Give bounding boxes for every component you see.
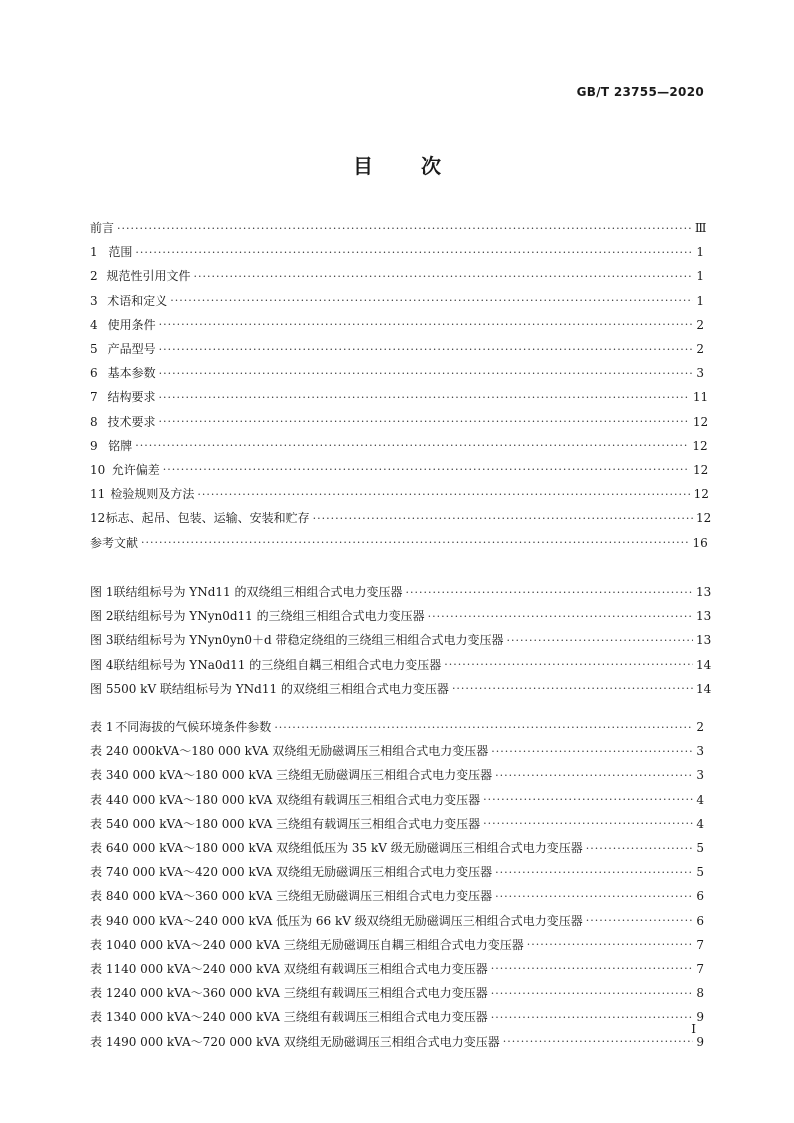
dot-leader	[483, 794, 693, 805]
toc-entry-label: 检验规则及方法	[110, 487, 195, 502]
toc-entry-number: 表 14	[90, 1034, 122, 1049]
toc-entry-label: 联结组标号为 YNyn0d11 的三绕组三相组合式电力变压器	[113, 609, 425, 624]
toc-figures	[90, 580, 712, 701]
toc-entry-page: 13	[696, 633, 712, 648]
toc-entry[interactable]	[90, 240, 704, 264]
dot-leader	[159, 368, 693, 379]
toc-entry[interactable]	[90, 739, 704, 763]
toc-entry-label: 40 000 kVA～180 000 kVA 双绕组低压为 35 kV 级无励磁调压三相组合式电力变压器	[113, 841, 583, 856]
toc-entry[interactable]	[90, 361, 704, 385]
toc-entry[interactable]	[90, 909, 704, 933]
toc-entry-page: 7	[696, 961, 704, 976]
toc-entry[interactable]	[90, 884, 704, 908]
toc-entry-label: 40 000 kVA～240 000 kVA 三绕组无励磁调压自耦三相组合式电力变压器	[121, 937, 524, 952]
toc-entry-number: 表 2	[90, 744, 114, 759]
dot-leader	[163, 464, 690, 475]
toc-entry[interactable]	[90, 264, 704, 288]
toc-entry-number: 图 1	[90, 585, 114, 600]
dot-leader	[491, 988, 693, 999]
toc-entry[interactable]	[90, 580, 712, 604]
toc-entry-number: 3	[90, 293, 98, 308]
toc-entry-number: 6	[90, 366, 98, 381]
dot-leader	[193, 271, 693, 282]
toc-entry[interactable]	[90, 482, 709, 506]
toc-entry[interactable]	[90, 715, 704, 739]
dot-leader	[483, 818, 693, 829]
toc-entry-label: 标志、起吊、包装、运输、安装和贮存	[105, 511, 310, 526]
toc-entry-page: 3	[696, 744, 704, 759]
toc-entry-number: 表 7	[90, 865, 114, 880]
toc-entry-number: 7	[90, 390, 98, 405]
dot-leader	[159, 416, 690, 427]
dot-leader	[170, 295, 693, 306]
toc-entry-page: 2	[696, 342, 704, 357]
toc-entry[interactable]	[90, 506, 712, 530]
dot-leader	[135, 247, 693, 258]
dot-leader	[405, 587, 693, 598]
toc-entry-page: 12	[692, 462, 709, 477]
toc-entry-number: 11	[90, 487, 106, 502]
toc-entry-label: 结构要求	[107, 390, 156, 405]
toc-entry[interactable]	[90, 957, 704, 981]
toc-entry-label: 规范性引用文件	[106, 269, 191, 284]
dot-leader	[444, 659, 693, 670]
toc-entry-label: 500 kV 联结组标号为 YNd11 的双绕组三相组合式电力变压器	[113, 681, 449, 696]
toc-entry[interactable]	[90, 289, 704, 313]
toc-entry[interactable]	[90, 385, 709, 409]
dot-leader	[491, 1012, 693, 1023]
dot-leader	[586, 915, 693, 926]
toc-entry-label: 40 000 kVA～240 000 kVA 双绕组有载调压三相组合式电力变压器	[121, 961, 488, 976]
dot-leader	[503, 1036, 693, 1047]
toc-entry-page: 12	[692, 438, 708, 453]
toc-entry-number: 9	[90, 438, 98, 453]
toc-entry-number: 12	[90, 511, 106, 526]
dot-leader	[495, 891, 693, 902]
toc-entry[interactable]	[90, 677, 712, 701]
toc-entry-number: 1	[90, 245, 98, 260]
standard-code: GB/T 23755—2020	[576, 85, 704, 99]
toc-entry-label: 40 000 kVA～360 000 kVA 三绕组有载调压三相组合式电力变压器	[121, 986, 488, 1001]
toc-entry[interactable]	[90, 530, 708, 554]
dot-leader	[495, 867, 693, 878]
toc-entry[interactable]	[90, 313, 704, 337]
toc-entry[interactable]	[90, 337, 704, 361]
toc-entry-page: 9	[696, 1034, 704, 1049]
toc-entry-number: 表 10	[90, 937, 122, 952]
toc-entry[interactable]	[90, 628, 712, 652]
dot-leader	[313, 513, 693, 524]
toc-entry-page: 6	[696, 913, 704, 928]
footer-page-number: I	[691, 1022, 696, 1036]
toc-entry[interactable]	[90, 410, 709, 434]
toc-entry[interactable]	[90, 763, 704, 787]
toc-entry[interactable]	[90, 788, 704, 812]
dot-leader	[491, 746, 693, 757]
dot-leader	[141, 537, 689, 548]
title-char-2: 次	[421, 154, 441, 178]
toc-entry-label: 90 000 kVA～720 000 kVA 双绕组无励磁调压三相组合式电力变压器	[121, 1034, 500, 1049]
toc-entry-number: 图 2	[90, 609, 114, 624]
toc-entry-page: 3	[696, 366, 704, 381]
toc-entry-page: 12	[696, 511, 712, 526]
toc-entry-page: 8	[696, 986, 704, 1001]
dot-leader	[506, 635, 693, 646]
toc-entry-page: 14	[696, 681, 712, 696]
toc-entry-number: 图 4	[90, 657, 114, 672]
toc-entry-page: 1	[696, 245, 704, 260]
toc-entry-number: 表 4	[90, 792, 114, 807]
dot-leader	[495, 770, 693, 781]
toc-entry[interactable]	[90, 434, 708, 458]
dot-leader	[491, 963, 693, 974]
toc-entry-label: 40 000 kVA～180 000 kVA 双绕组有载调压三相组合式电力变压器	[113, 792, 481, 807]
toc-entry-label: 术语和定义	[107, 293, 168, 308]
toc-entry[interactable]	[90, 653, 712, 677]
dot-leader	[159, 392, 690, 403]
toc-entry[interactable]	[90, 604, 712, 628]
dot-leader	[428, 611, 693, 622]
toc-entry-label: 不同海拔的气候环境条件参数	[115, 720, 272, 735]
toc-entry-label: 40 000 kVA～420 000 kVA 双绕组无励磁调压三相组合式电力变压器	[113, 865, 493, 880]
toc-entry-page: Ⅲ	[694, 221, 707, 236]
toc-chapters	[90, 216, 712, 555]
toc-entry-page: 5	[696, 865, 704, 880]
toc-entry-label: 使用条件	[107, 317, 156, 332]
toc-entry[interactable]	[90, 216, 707, 240]
toc-entry-page: 12	[693, 487, 709, 502]
toc-entry[interactable]	[90, 836, 704, 860]
dot-leader	[135, 440, 689, 451]
toc-entry-label: 联结组标号为 YNyn0yn0＋d 带稳定绕组的三绕组三相组合式电力变压器	[113, 633, 504, 648]
toc-entry-label: 联结组标号为 YNd11 的双绕组三相组合式电力变压器	[113, 585, 403, 600]
dot-leader	[159, 344, 693, 355]
toc-entry-page: 12	[692, 414, 709, 429]
toc-entry-label: 范围	[108, 245, 133, 260]
title-char-1: 目	[353, 154, 373, 178]
toc-entry-page: 3	[696, 768, 704, 783]
toc-entry-label: 40 000 kVA～240 000 kVA 低压为 66 kV 级双绕组无励磁调压三相组合式电力变压器	[113, 913, 583, 928]
toc-entry-number: 表 5	[90, 816, 114, 831]
toc-entry[interactable]	[90, 981, 704, 1005]
toc-entry-page: 7	[696, 937, 704, 952]
toc-entry-label: 40 000kVA～180 000 kVA 双绕组无励磁调压三相组合式电力变压器	[113, 744, 489, 759]
toc-entry[interactable]	[90, 458, 709, 482]
dot-leader	[159, 319, 693, 330]
toc-entry[interactable]	[90, 860, 704, 884]
toc-entry-page: 1	[696, 269, 704, 284]
toc-entry-label: 前言	[90, 221, 115, 236]
toc-entry-label: 参考文献	[90, 535, 139, 550]
toc-entry-page: 4	[696, 816, 704, 831]
toc-entry[interactable]	[90, 1029, 704, 1053]
toc-entry-number: 图 3	[90, 633, 114, 648]
toc-entry-page: 16	[692, 535, 708, 550]
dot-leader	[527, 939, 693, 950]
toc-entry-number: 10	[90, 462, 106, 477]
toc-entry-label: 联结组标号为 YNa0d11 的三绕组自耦三相组合式电力变压器	[113, 657, 442, 672]
toc-entry-label: 产品型号	[107, 342, 156, 357]
toc-entry-number: 表 6	[90, 841, 114, 856]
toc-entry-page: 9	[696, 1010, 704, 1025]
toc-entry-number: 表 11	[90, 961, 122, 976]
toc-entry-label: 40 000 kVA～180 000 kVA 三绕组有载调压三相组合式电力变压器	[113, 816, 481, 831]
toc-entry-page: 13	[696, 609, 712, 624]
toc-entry-number: 8	[90, 414, 98, 429]
toc-entry-page: 4	[696, 792, 704, 807]
dot-leader	[117, 223, 692, 234]
toc-entry-number: 4	[90, 317, 98, 332]
toc-entry-label: 铭牌	[108, 438, 133, 453]
dot-leader	[452, 683, 693, 694]
toc-entry[interactable]	[90, 933, 704, 957]
toc-entry-page: 5	[696, 841, 704, 856]
toc-entry-number: 表 13	[90, 1010, 122, 1025]
toc-entry-number: 图 5	[90, 681, 114, 696]
toc-entry-label: 40 000 kVA～180 000 kVA 三绕组无励磁调压三相组合式电力变压器	[113, 768, 493, 783]
toc-entry-number: 表 1	[90, 720, 114, 735]
toc-entry-number: 表 12	[90, 986, 122, 1001]
dot-leader	[274, 722, 693, 733]
toc-entry-page: 6	[696, 889, 704, 904]
toc-entry-page: 2	[696, 720, 704, 735]
toc-entry-number: 表 8	[90, 889, 114, 904]
toc-entry-page: 13	[696, 585, 712, 600]
toc-entry-page: 14	[696, 657, 712, 672]
toc-entry-number: 2	[90, 269, 98, 284]
toc-entry-number: 5	[90, 342, 98, 357]
toc-entry-label: 技术要求	[107, 414, 156, 429]
toc-entry-label: 40 000 kVA～360 000 kVA 三绕组无励磁调压三相组合式电力变压器	[113, 889, 493, 904]
toc-entry[interactable]	[90, 1005, 704, 1029]
toc-entry-page: 11	[692, 390, 709, 405]
toc-entry-page: 2	[696, 317, 704, 332]
toc-entry-label: 基本参数	[107, 366, 156, 381]
dot-leader	[197, 489, 690, 500]
dot-leader	[586, 843, 693, 854]
toc-entry-label: 40 000 kVA～240 000 kVA 三绕组有载调压三相组合式电力变压器	[121, 1010, 488, 1025]
toc-entry-number: 表 3	[90, 768, 114, 783]
toc-entry-number: 表 9	[90, 913, 114, 928]
toc-entry-label: 允许偏差	[111, 462, 160, 477]
toc-entry[interactable]	[90, 812, 704, 836]
toc-entry-page: 1	[696, 293, 704, 308]
toc-tables	[90, 715, 704, 1054]
page-title	[0, 150, 794, 179]
